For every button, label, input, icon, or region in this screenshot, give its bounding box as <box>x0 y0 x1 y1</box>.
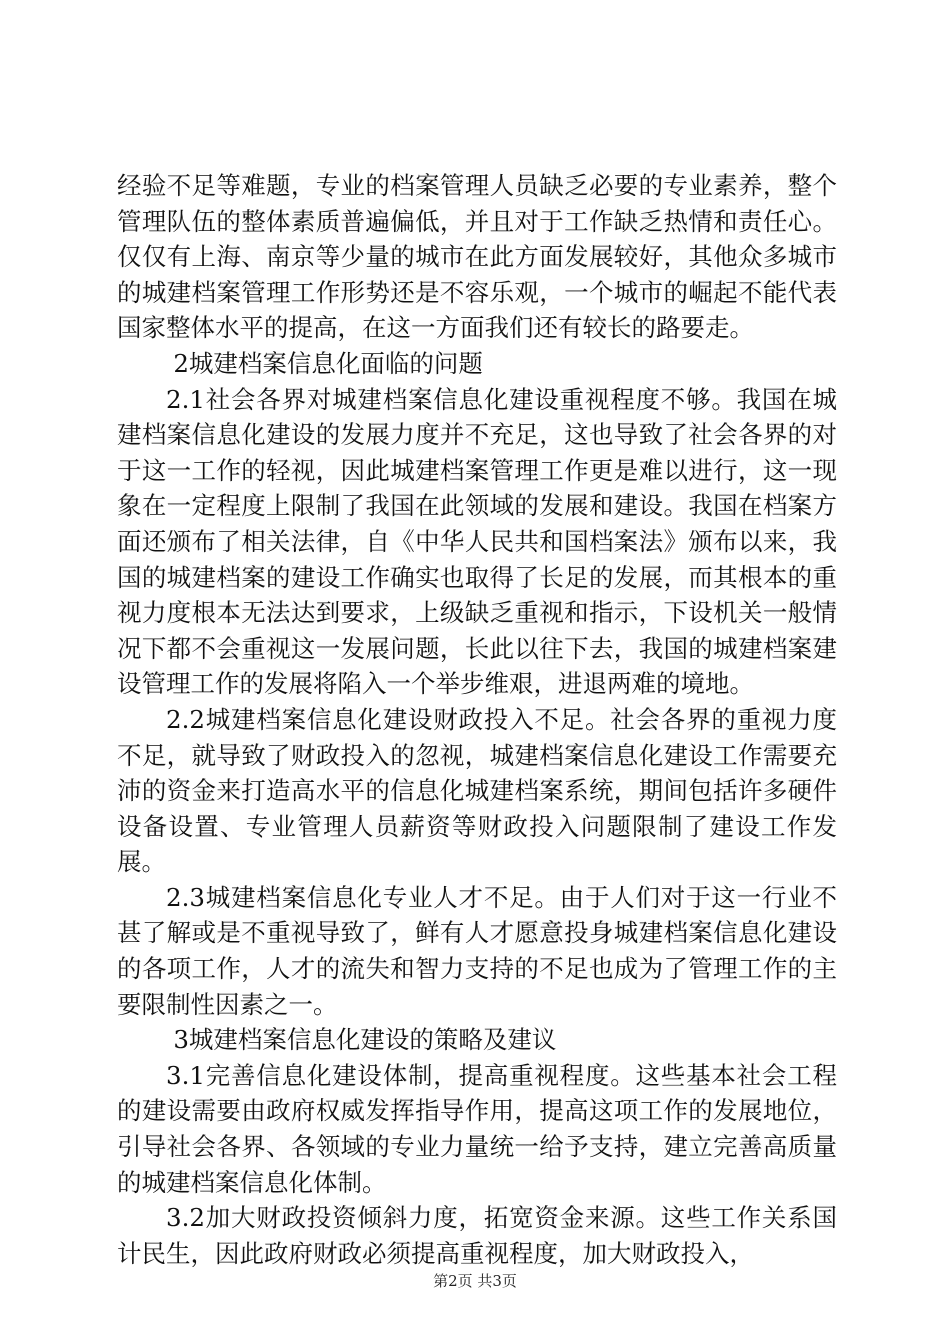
paragraph-continuation: 经验不足等难题，专业的档案管理人员缺乏必要的专业素养，整个管理队伍的整体素质普遍偏低，并且对于工作缺乏热情和责任心。仅仅有上海、南京等少量的城市在此方面发展较好，其他众多城市的城建档案管理工作形势还是不容乐观，一个城市的崛起不能代表国家整体水平的提高，在这一方面我们还有较长的路要走。 <box>117 171 837 343</box>
section-heading-2: 2城建档案信息化面临的问题 <box>173 348 483 378</box>
document-body <box>117 168 837 1271</box>
page-number-footer: 第2页 共3页 <box>433 1272 517 1290</box>
paragraph-2-2: 2.2城建档案信息化建设财政投入不足。社会各界的重视力度不足，就导致了财政投入的忽视，城建档案信息化建设工作需要充沛的资金来打造高水平的信息化城建档案系统，期间包括许多硬件设备设置、专业管理人员薪资等财政投入问题限制了建设工作发展。 <box>117 704 837 877</box>
paragraph-2-1: 2.1社会各界对城建档案信息化建设重视程度不够。我国在城建档案信息化建设的发展力度并不充足，这也导致了社会各界的对于这一工作的轻视，因此城建档案管理工作更是难以进行，这一现象在一定程度上限制了我国在此领域的发展和建设。我国在档案方面还颁布了相关法律，自《中华人民共和国档案法》颁布以来，我国的城建档案的建设工作确实也取得了长足的发展，而其根本的重视力度根本无法达到要求，上级缺乏重视和指示，下设机关一般情况下都不会重视这一发展问题，长此以往下去，我国的城建档案建设管理工作的发展将陷入一个举步维艰，进退两难的境地。 <box>117 384 837 699</box>
paragraph-3-2: 3.2加大财政投资倾斜力度，拓宽资金来源。这些工作关系国计民生，因此政府财政必须提高重视程度，加大财政投入， <box>117 1203 837 1268</box>
paragraph-3-1: 3.1完善信息化建设体制，提高重视程度。这些基本社会工程的建设需要由政府权威发挥指导作用，提高这项工作的发展地位，引导社会各界、各领域的专业力量统一给予支持，建立完善高质量的城建档案信息化体制。 <box>117 1060 837 1197</box>
section-heading-3: 3城建档案信息化建设的策略及建议 <box>173 1025 557 1055</box>
paragraph-2-3: 2.3城建档案信息化专业人才不足。由于人们对于这一行业不甚了解或是不重视导致了，鲜有人才愿意投身城建档案信息化建设的各项工作，人才的流失和智力支持的不足也成为了管理工作的主要限制性因素之一。 <box>117 882 837 1019</box>
